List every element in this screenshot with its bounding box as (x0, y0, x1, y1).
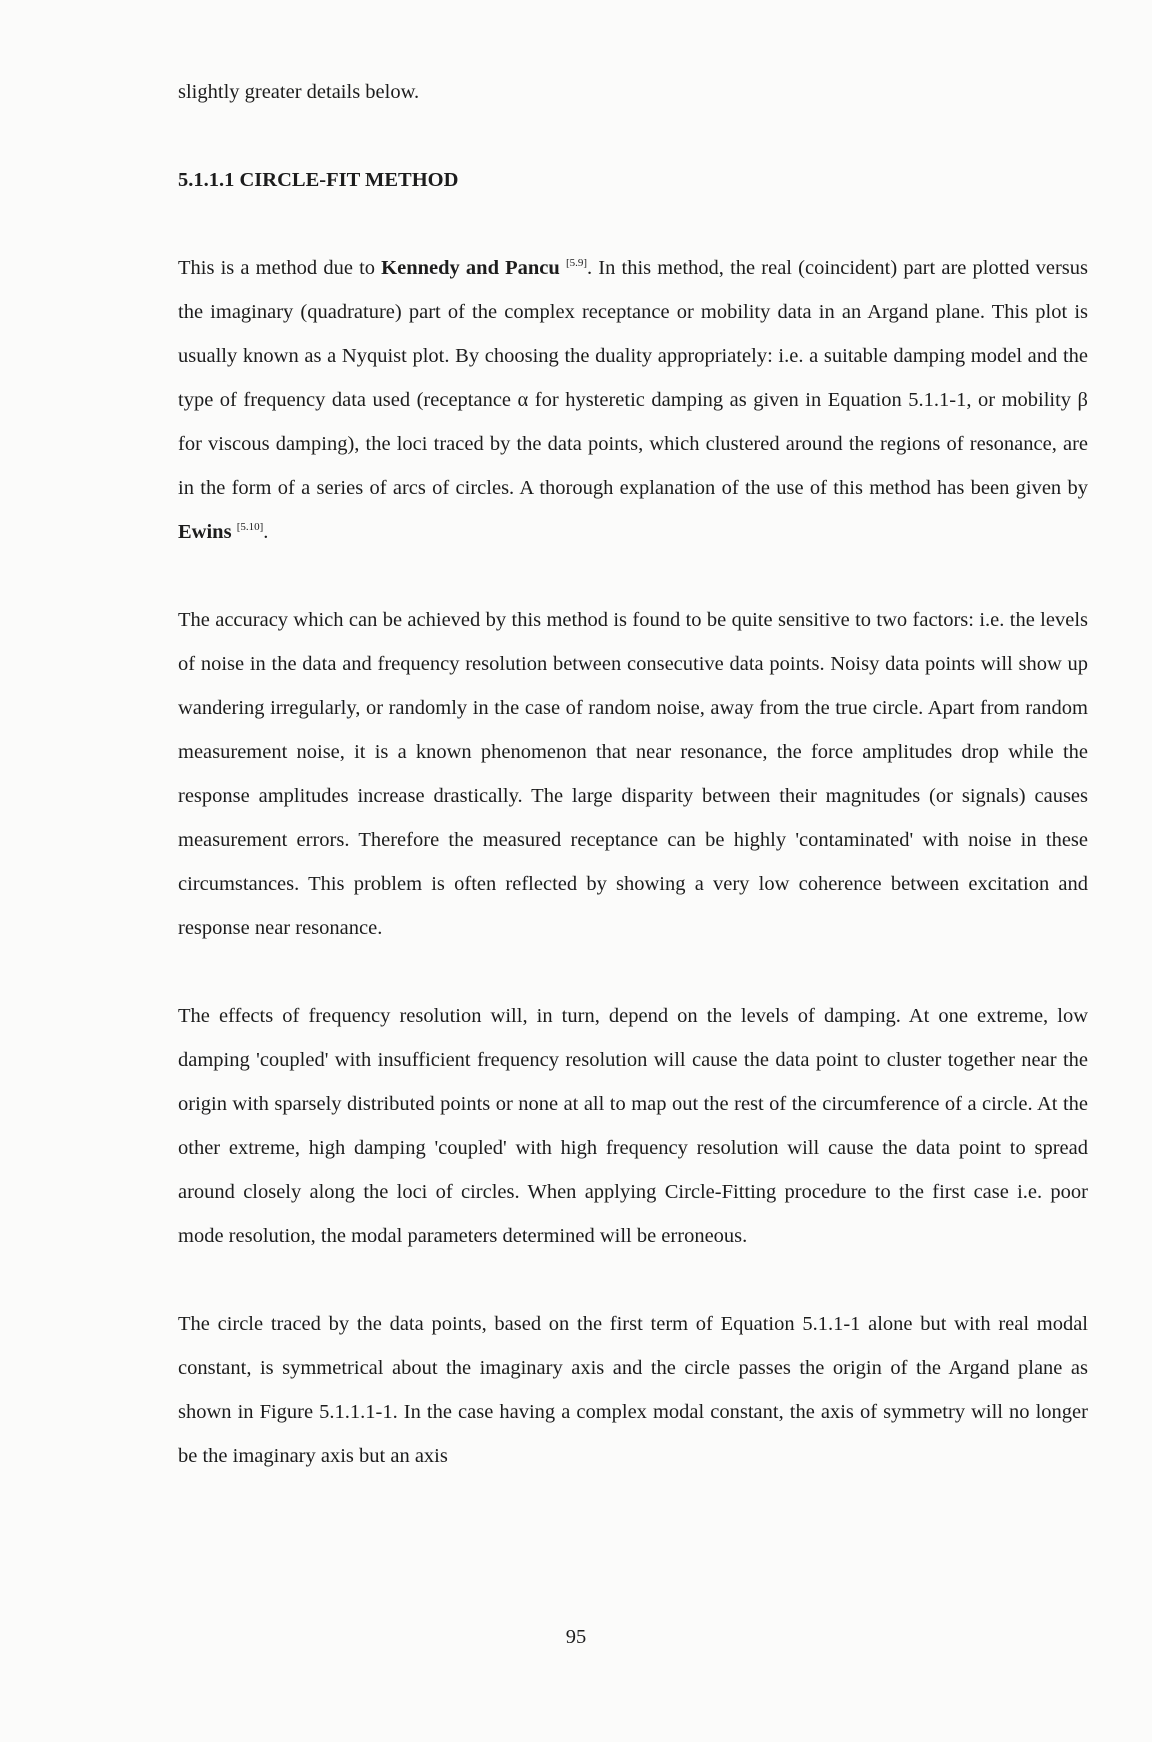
paragraph-frequency-resolution: The effects of frequency resolution will, in turn, depend on the levels of damping. At one extreme, low damping 'coupled' with insufficient frequency resolution will cause the data point to cluster together near the origin with sparsely distributed points or none at all to map out the rest of the circumference of a circle. At the other extreme, high damping 'coupled' with high frequency resolution will cause the data point to spread around closely along the loci of circles. When applying Circle-Fitting procedure to the first case i.e. poor mode resolution, the modal parameters determined will be erroneous. (178, 1005, 1088, 1247)
author-kennedy-pancu: Kennedy and Pancu (381, 257, 560, 279)
p1-text-g: . (263, 521, 269, 543)
p1-text-a: This is a method due to (178, 257, 382, 279)
p1-text-d: . In this method, the real (coincident) part are plotted versus the imaginary (quadrature) part of the complex receptance or mobility data in an Argand plane. This plot is usually known as a Nyquist plot. By choosing the duality appropriately: i.e. a suitable damping model and the type of frequency data used (receptance α for hysteretic damping as given in Equation 5.1.1-1, or mobility β for viscous damping), the loci traced by the data points, which clustered around the regions of resonance, are in the form of a series of arcs of circles. A thorough explanation of the use of this method has been given by (178, 257, 1088, 499)
page-number: 95 (565, 1626, 587, 1648)
paragraph-circle-fit-intro (178, 246, 1088, 554)
author-ewins: Ewins (178, 521, 232, 543)
citation-5-9: [5.9] (565, 257, 588, 270)
citation-5-10: [5.10] (236, 521, 264, 534)
section-heading: 5.1.1.1 CIRCLE-FIT METHOD (178, 169, 459, 191)
page-body (178, 70, 1088, 1478)
paragraph-circle-traced: The circle traced by the data points, based on the first term of Equation 5.1.1-1 alone but with real modal constant, is symmetrical about the imaginary axis and the circle passes the origin of the Argand plane as shown in Figure 5.1.1.1-1. In the case having a complex modal constant, the axis of symmetry will no longer be the imaginary axis but an axis (178, 1313, 1088, 1467)
intro-text: slightly greater details below. (178, 81, 420, 103)
paragraph-accuracy: The accuracy which can be achieved by this method is found to be quite sensitive to two factors: i.e. the levels of noise in the data and frequency resolution between consecutive data points. Noisy data points will show up wandering irregularly, or randomly in the case of random noise, away from the true circle. Apart from random measurement noise, it is a known phenomenon that near resonance, the force amplitudes drop while the response amplitudes increase drastically. The large disparity between their magnitudes (or signals) causes measurement errors. Therefore the measured receptance can be highly 'contaminated' with noise in these circumstances. This problem is often reflected by showing a very low coherence between excitation and response near resonance. (178, 609, 1088, 939)
